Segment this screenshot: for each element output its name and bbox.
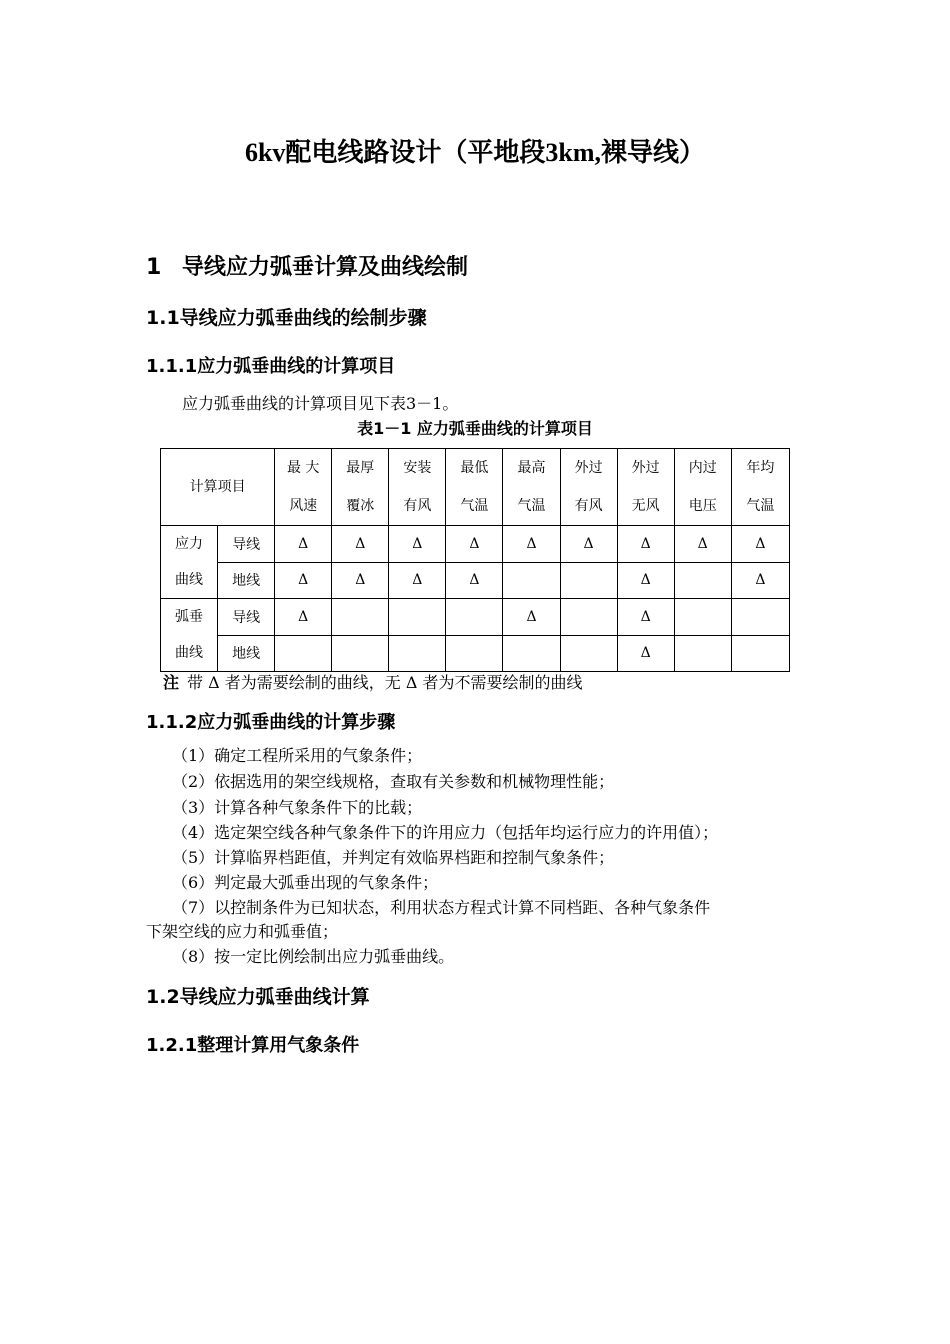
note-label: 注 — [163, 673, 180, 692]
section-number: 1 — [146, 255, 162, 280]
table-cell: Δ — [617, 635, 674, 672]
section-heading-1-2-1: 1.2.1整理计算用气象条件 — [146, 1035, 360, 1056]
table-cell — [731, 635, 789, 672]
section-heading-1-2: 1.2导线应力弧垂曲线计算 — [146, 986, 370, 1008]
note-text: 带 Δ 者为需要绘制的曲线，无 Δ 者为不需要绘制的曲线 — [187, 673, 583, 692]
group-label: 弧垂 曲线 — [161, 599, 218, 672]
column-header: 最低 气温 — [446, 449, 503, 526]
section-heading-1 — [146, 250, 468, 281]
column-header: 年均 气温 — [731, 449, 789, 526]
table-row — [161, 562, 790, 599]
table-cell — [275, 635, 332, 672]
group-label: 应力 曲线 — [161, 526, 218, 599]
table-header-row — [161, 449, 790, 526]
table-row — [161, 635, 790, 672]
step-item-continuation: 下架空线的应力和弧垂值； — [146, 922, 339, 941]
step-item: （3）计算各种气象条件下的比载； — [172, 798, 423, 817]
section-heading-1-1-1: 1.1.1应力弧垂曲线的计算项目 — [146, 356, 396, 377]
table-cell — [674, 562, 731, 599]
column-header: 外过 有风 — [560, 449, 617, 526]
table-cell: Δ — [446, 526, 503, 563]
table-note — [163, 670, 582, 693]
table-cell — [389, 635, 446, 672]
document-title: 6kv配电线路设计（平地段3km,裸导线） — [244, 138, 706, 167]
column-header: 最厚 覆冰 — [332, 449, 389, 526]
table-cell — [674, 635, 731, 672]
section-heading-1-1: 1.1导线应力弧垂曲线的绘制步骤 — [146, 307, 427, 329]
calc-items-table — [160, 448, 790, 672]
table-cell: Δ — [332, 562, 389, 599]
intro-paragraph: 应力弧垂曲线的计算项目见下表3－1。 — [182, 394, 459, 413]
table-cell — [560, 599, 617, 636]
table-cell: Δ — [389, 562, 446, 599]
table-cell: Δ — [389, 526, 446, 563]
sub-label: 导线 — [218, 599, 275, 636]
sub-label: 导线 — [218, 526, 275, 563]
table-cell: Δ — [332, 526, 389, 563]
table-cell — [446, 599, 503, 636]
table-cell: Δ — [617, 562, 674, 599]
table-cell — [560, 635, 617, 672]
table-row — [161, 526, 790, 563]
table-cell — [503, 562, 560, 599]
table-cell: Δ — [674, 526, 731, 563]
corner-cell: 计算项目 — [161, 449, 275, 526]
table-cell: Δ — [731, 562, 789, 599]
column-header: 最 大 风速 — [275, 449, 332, 526]
table-cell: Δ — [446, 562, 503, 599]
table-cell — [389, 599, 446, 636]
step-item: （5）计算临界档距值，并判定有效临界档距和控制气象条件； — [172, 848, 615, 867]
table-cell: Δ — [731, 526, 789, 563]
table-cell: Δ — [275, 526, 332, 563]
table-cell — [332, 635, 389, 672]
table-cell: Δ — [617, 526, 674, 563]
table-row — [161, 599, 790, 636]
step-item: （4）选定架空线各种气象条件下的许用应力（包括年均运行应力的许用值）； — [172, 823, 719, 842]
table-cell — [332, 599, 389, 636]
table-cell: Δ — [275, 562, 332, 599]
step-item: （1）确定工程所采用的气象条件； — [172, 746, 423, 765]
sub-label: 地线 — [218, 635, 275, 672]
table-cell — [674, 599, 731, 636]
step-item: （7）以控制条件为已知状态，利用状态方程式计算不同档距、各种气象条件 — [172, 898, 711, 917]
column-header: 安装 有风 — [389, 449, 446, 526]
table-caption: 表1－1 应力弧垂曲线的计算项目 — [357, 419, 593, 438]
table-cell: Δ — [560, 526, 617, 563]
sub-label: 地线 — [218, 562, 275, 599]
step-item: （6）判定最大弧垂出现的气象条件； — [172, 873, 439, 892]
table-cell — [560, 562, 617, 599]
table-cell — [731, 599, 789, 636]
section-label: 导线应力弧垂计算及曲线绘制 — [182, 255, 469, 280]
table-cell: Δ — [503, 526, 560, 563]
column-header: 外过 无风 — [617, 449, 674, 526]
step-item: （2）依据选用的架空线规格，查取有关参数和机械物理性能； — [172, 772, 615, 791]
table-cell: Δ — [617, 599, 674, 636]
step-item: （8）按一定比例绘制出应力弧垂曲线。 — [172, 947, 455, 966]
column-header: 内过 电压 — [674, 449, 731, 526]
table-cell — [503, 635, 560, 672]
table-cell: Δ — [503, 599, 560, 636]
table-cell — [446, 635, 503, 672]
table-cell: Δ — [275, 599, 332, 636]
section-heading-1-1-2: 1.1.2应力弧垂曲线的计算步骤 — [146, 712, 396, 733]
column-header: 最高 气温 — [503, 449, 560, 526]
